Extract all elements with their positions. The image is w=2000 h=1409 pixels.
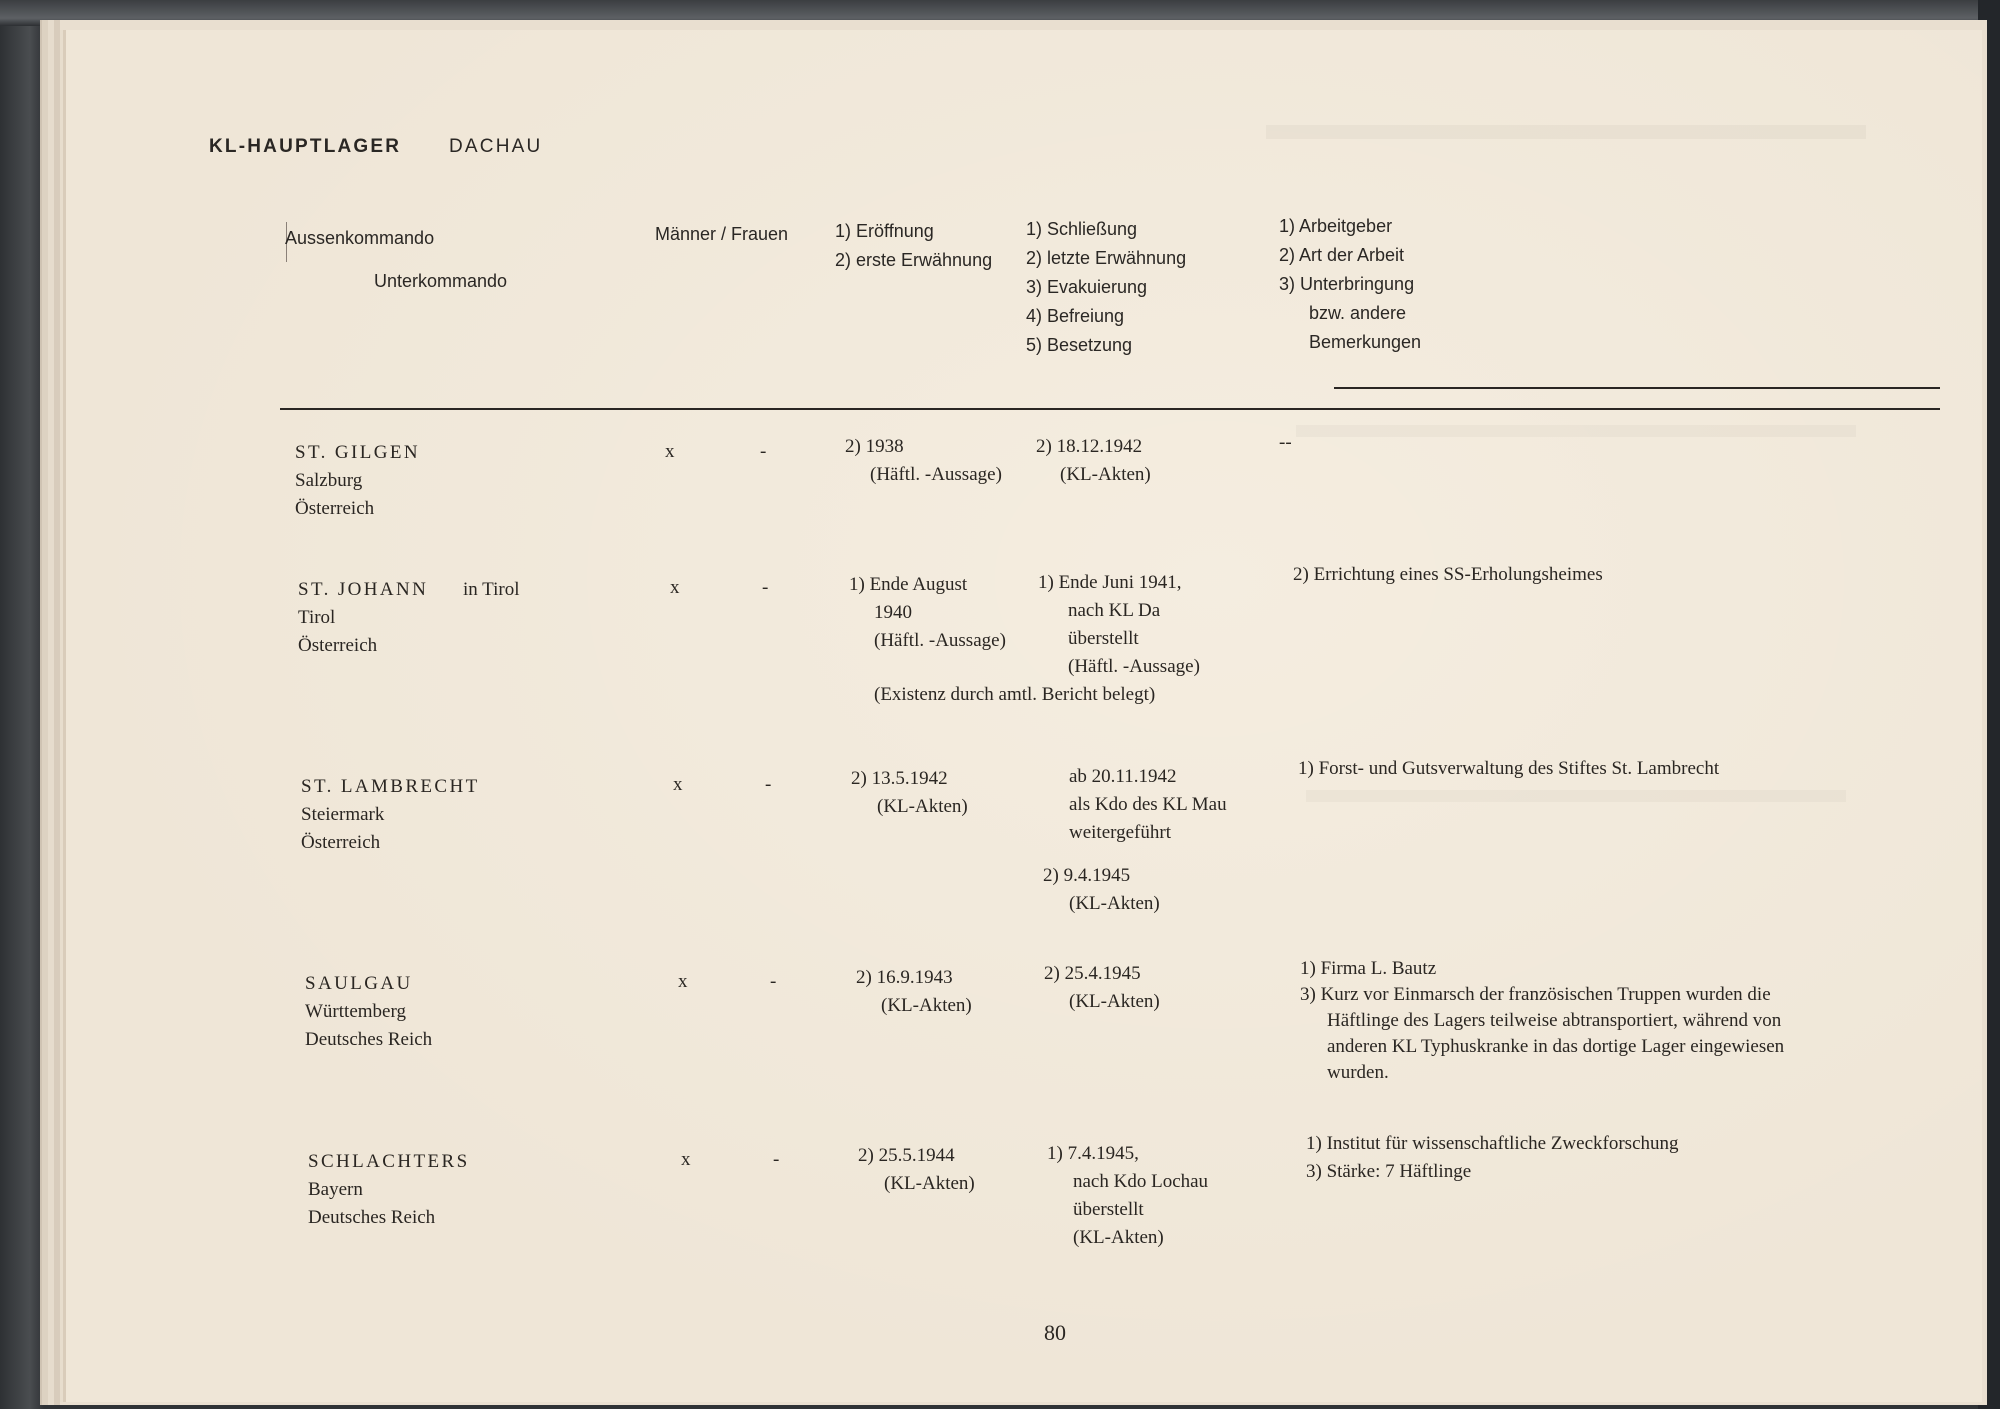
closing-line: (KL-Akten) (1069, 991, 1160, 1012)
column-header-bemerkungen: Bemerkungen (1309, 332, 1422, 352)
remarks-line: 1) Institut für wissenschaftliche Zweckforschung (1306, 1133, 1679, 1154)
closing-line: ab 20.11.1942 (1069, 766, 1177, 787)
women-mark: - (765, 774, 772, 795)
column-header-befreiung: 4) Befreiung (1026, 306, 1125, 326)
opening-line: 1) Ende August (849, 574, 968, 595)
existence-note: (Existenz durch amtl. Bericht belegt) (874, 684, 1156, 705)
closing-line: 2) 18.12.1942 (1036, 436, 1143, 457)
camp-region: Württemberg (305, 1001, 406, 1022)
show-through-texture (1306, 790, 1846, 802)
women-mark: - (773, 1149, 780, 1170)
closing-line: weitergeführt (1069, 822, 1171, 843)
column-header-unterkommando: Unterkommando (374, 271, 508, 291)
camp-name: ST. LAMBRECHT (301, 776, 480, 797)
show-through-texture (1266, 125, 1866, 139)
women-mark: - (762, 577, 769, 598)
column-header-eroeffnung: 1) Eröffnung (835, 221, 934, 241)
header-rule-right (1334, 387, 1940, 389)
men-mark: x (665, 441, 675, 462)
column-header-art-der-arbeit: 2) Art der Arbeit (1279, 245, 1405, 265)
column-header-schliessung: 1) Schließung (1026, 219, 1138, 239)
opening-line: 2) 1938 (845, 436, 904, 457)
closing-line: 1) 7.4.1945, (1047, 1143, 1139, 1164)
opening-line: (KL-Akten) (881, 995, 972, 1016)
opening-line: (Häftl. -Aussage) (870, 464, 1002, 485)
column-header-maenner-frauen: Männer / Frauen (655, 224, 789, 244)
remarks-line: 3) Stärke: 7 Häftlinge (1306, 1161, 1472, 1182)
closing-line: überstellt (1073, 1199, 1144, 1220)
opening-line: 1940 (874, 602, 912, 623)
remarks-line: Häftlinge des Lagers teilweise abtransportiert, während von (1327, 1010, 1782, 1031)
remarks-line: 1) Forst- und Gutsverwaltung des Stiftes St. Lambrecht (1298, 758, 1720, 779)
remarks-line: anderen KL Typhuskranke in das dortige Lager eingewiesen (1327, 1036, 1785, 1057)
header-rule (280, 408, 1940, 410)
camp-name: ST. GILGEN (295, 442, 420, 463)
remarks-line: 2) Errichtung eines SS-Erholungsheimes (1293, 564, 1603, 585)
header-title: KL-HAUPTLAGER (209, 136, 402, 157)
closing-line: 2) 25.4.1945 (1044, 963, 1141, 984)
book-page (66, 30, 1982, 1402)
remarks-line: -- (1279, 432, 1292, 453)
closing-line: überstellt (1068, 628, 1139, 649)
camp-country: Österreich (301, 832, 381, 853)
opening-line: (KL-Akten) (884, 1173, 975, 1194)
camp-country: Deutsches Reich (308, 1207, 436, 1228)
closing-line: (Häftl. -Aussage) (1068, 656, 1200, 677)
column-header-arbeitgeber: 1) Arbeitgeber (1279, 216, 1393, 236)
header-subtitle: DACHAU (449, 136, 543, 157)
closing-line: nach KL Da (1068, 600, 1161, 621)
camp-region: Steiermark (301, 804, 385, 825)
closing-line: nach Kdo Lochau (1073, 1171, 1209, 1192)
column-header-evakuierung: 3) Evakuierung (1026, 277, 1148, 297)
opening-line: 2) 25.5.1944 (858, 1145, 955, 1166)
camp-country: Deutsches Reich (305, 1029, 433, 1050)
camp-region: Salzburg (295, 470, 363, 491)
camp-name-suffix: in Tirol (463, 579, 520, 600)
page-number: 80 (1044, 1320, 1066, 1345)
column-header-bzw-andere: bzw. andere (1309, 303, 1407, 323)
women-mark: - (760, 441, 767, 462)
remarks-line: 1) Firma L. Bautz (1300, 958, 1437, 979)
women-mark: - (770, 971, 777, 992)
camp-region: Bayern (308, 1179, 363, 1200)
opening-line: 2) 13.5.1942 (851, 768, 948, 789)
camp-name: SCHLACHTERS (308, 1151, 470, 1172)
closing-line: (KL-Akten) (1073, 1227, 1164, 1248)
opening-line: (KL-Akten) (877, 796, 968, 817)
column-header-letzte-erwaehnung: 2) letzte Erwähnung (1026, 248, 1187, 268)
camp-country: Österreich (298, 635, 378, 656)
opening-line: 2) 16.9.1943 (856, 967, 953, 988)
closing-line: 1) Ende Juni 1941, (1038, 572, 1182, 593)
camp-region: Tirol (298, 607, 336, 628)
show-through-texture (1296, 425, 1856, 437)
camp-country: Österreich (295, 498, 375, 519)
camp-name: ST. JOHANN (298, 579, 429, 600)
closing-line: 2) 9.4.1945 (1043, 865, 1131, 886)
closing-line: (KL-Akten) (1069, 893, 1160, 914)
men-mark: x (678, 971, 688, 992)
camp-name: SAULGAU (305, 973, 413, 994)
closing-line: (KL-Akten) (1060, 464, 1151, 485)
column-header-aussenkommando: Aussenkommando (285, 228, 435, 248)
opening-line: (Häftl. -Aussage) (874, 630, 1006, 651)
column-header-unterbringung: 3) Unterbringung (1279, 274, 1415, 294)
remarks-line: 3) Kurz vor Einmarsch der französischen Truppen wurden die (1300, 984, 1771, 1005)
men-mark: x (673, 774, 683, 795)
column-header-erste-erwaehnung: 2) erste Erwähnung (835, 250, 993, 270)
remarks-line: wurden. (1327, 1062, 1389, 1083)
column-header-besetzung: 5) Besetzung (1026, 335, 1133, 355)
men-mark: x (670, 577, 680, 598)
closing-line: als Kdo des KL Mau (1069, 794, 1227, 815)
men-mark: x (681, 1149, 691, 1170)
